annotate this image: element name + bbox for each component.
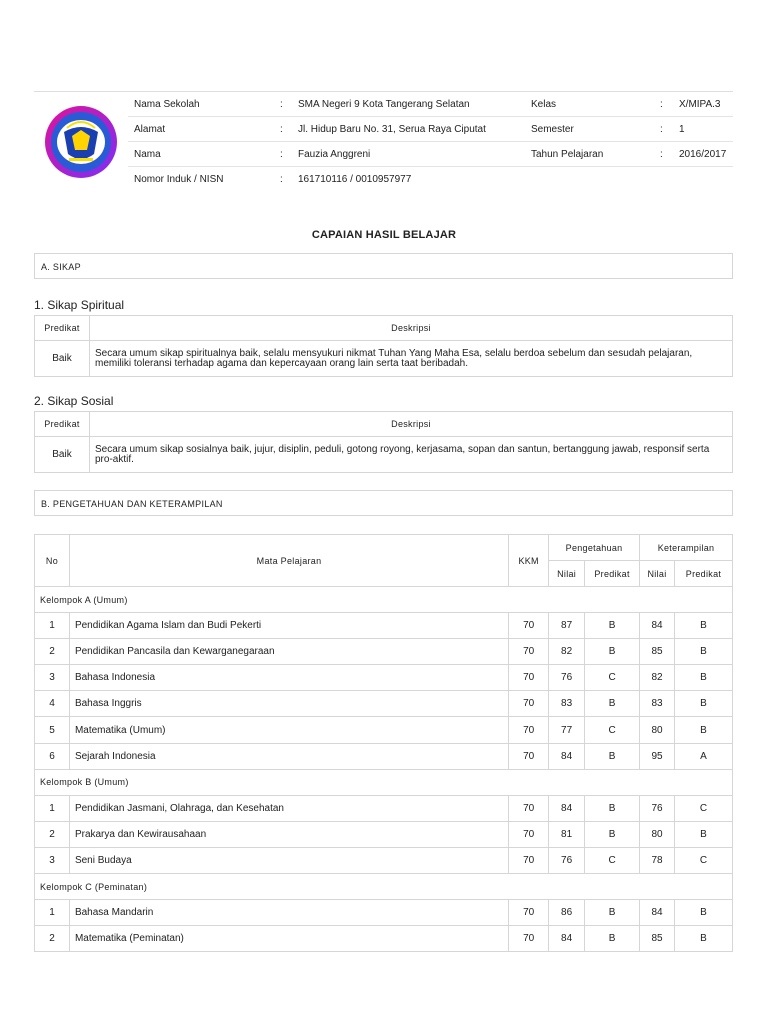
row-pengetahuan-nilai: 76 — [549, 847, 585, 873]
col-predikat: Predikat — [35, 316, 90, 341]
col-keterampilan: Keterampilan — [640, 535, 733, 561]
row-kkm: 70 — [509, 795, 549, 821]
table-row — [35, 717, 733, 743]
row-mata-pelajaran: Seni Budaya — [69, 847, 508, 873]
row-pengetahuan-predikat: B — [585, 639, 640, 665]
row-no: 2 — [35, 639, 70, 665]
subsection-title-spiritual: 1. Sikap Spiritual — [34, 298, 125, 312]
row-pengetahuan-nilai: 81 — [549, 821, 585, 847]
row-no: 1 — [35, 795, 70, 821]
row-no: 2 — [35, 926, 70, 952]
info-separator: : — [660, 149, 663, 160]
row-keterampilan-nilai: 83 — [640, 691, 675, 717]
row-mata-pelajaran: Pendidikan Agama Islam dan Budi Pekerti — [69, 613, 508, 639]
row-pengetahuan-predikat: B — [585, 795, 640, 821]
row-mata-pelajaran: Bahasa Indonesia — [69, 665, 508, 691]
row-pengetahuan-predikat: B — [585, 821, 640, 847]
row-kkm: 70 — [509, 900, 549, 926]
info-row-nisn — [128, 167, 733, 192]
row-kkm: 70 — [509, 847, 549, 873]
row-keterampilan-predikat: B — [674, 900, 732, 926]
row-kkm: 70 — [509, 743, 549, 769]
info-label: Nama Sekolah — [134, 99, 200, 110]
row-keterampilan-predikat: B — [674, 639, 732, 665]
info-value: 161710116 / 0010957977 — [298, 174, 412, 185]
table-row — [35, 743, 733, 769]
info-separator: : — [660, 99, 663, 110]
group-row — [35, 769, 733, 795]
row-keterampilan-nilai: 80 — [640, 821, 675, 847]
info-value: SMA Negeri 9 Kota Tangerang Selatan — [298, 99, 470, 110]
row-pengetahuan-nilai: 76 — [549, 665, 585, 691]
row-keterampilan-predikat: B — [674, 665, 732, 691]
table-header-row — [35, 316, 733, 341]
info-row-alamat — [128, 117, 733, 142]
row-keterampilan-nilai: 82 — [640, 665, 675, 691]
info-row-nama-sekolah — [128, 92, 733, 117]
row-no: 3 — [35, 847, 70, 873]
row-pengetahuan-nilai: 84 — [549, 743, 585, 769]
group-label: Kelompok C (Peminatan) — [35, 874, 733, 900]
page-title: CAPAIAN HASIL BELAJAR — [311, 229, 457, 241]
info-value: Jl. Hidup Baru No. 31, Serua Raya Ciputat — [298, 124, 486, 135]
row-keterampilan-nilai: 76 — [640, 795, 675, 821]
row-keterampilan-predikat: B — [674, 613, 732, 639]
col-pengetahuan-nilai: Nilai — [549, 561, 585, 587]
row-mata-pelajaran: Bahasa Mandarin — [69, 900, 508, 926]
info-label: Kelas — [531, 99, 557, 110]
group-row — [35, 587, 733, 613]
section-heading-sikap — [34, 253, 733, 279]
info-label: Semester — [531, 124, 574, 135]
row-pengetahuan-predikat: C — [585, 665, 640, 691]
row-keterampilan-nilai: 84 — [640, 613, 675, 639]
col-keterampilan-predikat: Predikat — [674, 561, 732, 587]
row-pengetahuan-predikat: B — [585, 900, 640, 926]
row-keterampilan-predikat: A — [674, 743, 732, 769]
info-separator: : — [280, 174, 283, 185]
row-keterampilan-nilai: 95 — [640, 743, 675, 769]
info-label: Nomor Induk / NISN — [134, 174, 224, 185]
table-row — [35, 613, 733, 639]
row-keterampilan-nilai: 84 — [640, 900, 675, 926]
predikat-value: Baik — [35, 341, 90, 377]
table-row — [35, 665, 733, 691]
row-pengetahuan-nilai: 83 — [549, 691, 585, 717]
group-label: Kelompok B (Umum) — [35, 769, 733, 795]
row-mata-pelajaran: Pendidikan Pancasila dan Kewarganegaraan — [69, 639, 508, 665]
row-keterampilan-predikat: C — [674, 847, 732, 873]
section-heading-label: B. PENGETAHUAN DAN KETERAMPILAN — [41, 499, 223, 509]
group-row — [35, 874, 733, 900]
row-kkm: 70 — [509, 691, 549, 717]
school-info-header — [34, 91, 733, 193]
row-pengetahuan-nilai: 86 — [549, 900, 585, 926]
table-sikap-sosial — [34, 411, 733, 473]
row-no: 4 — [35, 691, 70, 717]
row-kkm: 70 — [509, 613, 549, 639]
row-keterampilan-nilai: 80 — [640, 717, 675, 743]
col-no: No — [35, 535, 70, 587]
predikat-value: Baik — [35, 437, 90, 473]
table-row — [35, 795, 733, 821]
table-header-row — [35, 412, 733, 437]
table-nilai — [34, 534, 733, 952]
section-heading-label: A. SIKAP — [41, 262, 81, 272]
col-keterampilan-nilai: Nilai — [640, 561, 675, 587]
row-keterampilan-predikat: B — [674, 717, 732, 743]
row-pengetahuan-predikat: B — [585, 926, 640, 952]
row-keterampilan-predikat: B — [674, 821, 732, 847]
col-pengetahuan: Pengetahuan — [549, 535, 640, 561]
row-keterampilan-predikat: C — [674, 795, 732, 821]
row-kkm: 70 — [509, 639, 549, 665]
info-label: Alamat — [134, 124, 166, 135]
info-separator: : — [280, 124, 283, 135]
info-separator: : — [280, 149, 283, 160]
table-row — [35, 900, 733, 926]
row-pengetahuan-predikat: B — [585, 691, 640, 717]
deskripsi-value: Secara umum sikap spiritualnya baik, selalu mensyukuri nikmat Tuhan Yang Maha Esa, selalu berdoa sebelum dan sesudah pelajaran, memiliki toleransi terhadap agama dan kepercayaan orang lain serta taat beribadah. — [90, 341, 733, 377]
col-deskripsi: Deskripsi — [90, 316, 733, 341]
subsection-title-sosial: 2. Sikap Sosial — [34, 394, 114, 408]
table-row — [35, 847, 733, 873]
row-no: 1 — [35, 613, 70, 639]
section-heading-pengetahuan — [34, 490, 733, 516]
info-label: Tahun Pelajaran — [531, 149, 604, 160]
info-value: 2016/2017 — [679, 149, 727, 160]
table-row — [35, 821, 733, 847]
row-kkm: 70 — [509, 665, 549, 691]
info-value: 1 — [679, 124, 685, 135]
row-mata-pelajaran: Bahasa Inggris — [69, 691, 508, 717]
row-mata-pelajaran: Matematika (Umum) — [69, 717, 508, 743]
table-row — [35, 926, 733, 952]
row-keterampilan-predikat: B — [674, 926, 732, 952]
info-separator: : — [660, 124, 663, 135]
row-pengetahuan-predikat: B — [585, 743, 640, 769]
school-logo-icon — [42, 102, 120, 182]
table-sikap-spiritual — [34, 315, 733, 377]
row-keterampilan-predikat: B — [674, 691, 732, 717]
row-mata-pelajaran: Sejarah Indonesia — [69, 743, 508, 769]
row-pengetahuan-nilai: 84 — [549, 926, 585, 952]
row-mata-pelajaran: Matematika (Peminatan) — [69, 926, 508, 952]
row-pengetahuan-nilai: 87 — [549, 613, 585, 639]
row-mata-pelajaran: Prakarya dan Kewirausahaan — [69, 821, 508, 847]
row-pengetahuan-nilai: 82 — [549, 639, 585, 665]
row-no: 5 — [35, 717, 70, 743]
info-value: Fauzia Anggreni — [298, 149, 371, 160]
col-pengetahuan-predikat: Predikat — [585, 561, 640, 587]
row-pengetahuan-predikat: C — [585, 847, 640, 873]
col-kkm: KKM — [509, 535, 549, 587]
table-body — [35, 587, 733, 952]
row-kkm: 70 — [509, 926, 549, 952]
row-pengetahuan-nilai: 77 — [549, 717, 585, 743]
table-row — [35, 639, 733, 665]
deskripsi-value: Secara umum sikap sosialnya baik, jujur, disiplin, peduli, gotong royong, kerjasama, sopan dan santun, bertanggung jawab, responsif serta pro-aktif. — [90, 437, 733, 473]
table-row — [35, 437, 733, 473]
row-keterampilan-nilai: 85 — [640, 639, 675, 665]
row-mata-pelajaran: Pendidikan Jasmani, Olahraga, dan Kesehatan — [69, 795, 508, 821]
row-keterampilan-nilai: 78 — [640, 847, 675, 873]
row-no: 1 — [35, 900, 70, 926]
table-row — [35, 341, 733, 377]
row-keterampilan-nilai: 85 — [640, 926, 675, 952]
info-value: X/MIPA.3 — [679, 99, 721, 110]
info-row-nama — [128, 142, 733, 167]
row-pengetahuan-predikat: C — [585, 717, 640, 743]
row-no: 3 — [35, 665, 70, 691]
col-mata-pelajaran: Mata Pelajaran — [69, 535, 508, 587]
table-header-row — [35, 535, 733, 561]
table-row — [35, 691, 733, 717]
info-label: Nama — [134, 149, 161, 160]
row-kkm: 70 — [509, 717, 549, 743]
col-predikat: Predikat — [35, 412, 90, 437]
row-no: 2 — [35, 821, 70, 847]
row-kkm: 70 — [509, 821, 549, 847]
group-label: Kelompok A (Umum) — [35, 587, 733, 613]
row-pengetahuan-nilai: 84 — [549, 795, 585, 821]
info-separator: : — [280, 99, 283, 110]
col-deskripsi: Deskripsi — [90, 412, 733, 437]
row-pengetahuan-predikat: B — [585, 613, 640, 639]
row-no: 6 — [35, 743, 70, 769]
